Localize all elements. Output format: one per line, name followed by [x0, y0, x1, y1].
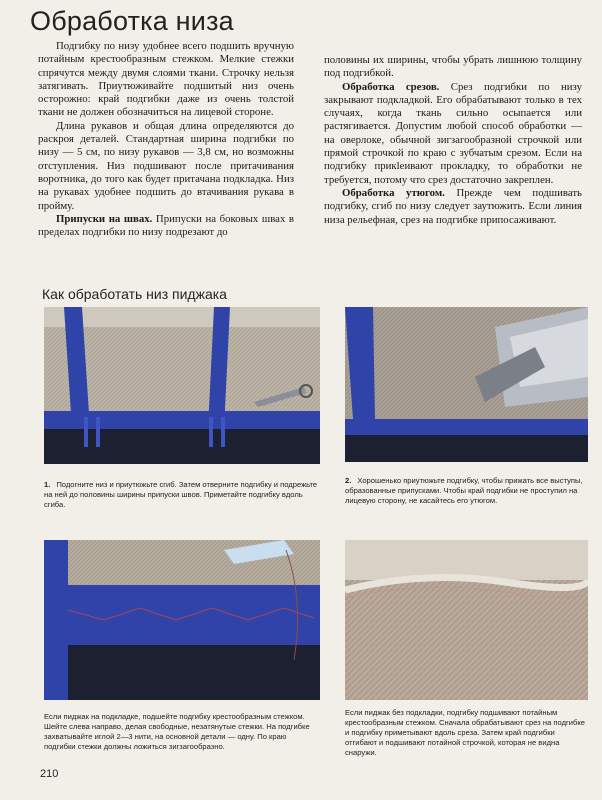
paragraph-text: Припуски на боковых швах в пределах подгибки по низу подрезают до — [38, 212, 295, 239]
figure-caption-text: Подогните низ и приутюжьте сгиб. Затем отверните подгибку и подрежьте на ней до половины ширины припуски швов. Приметайте подгибку вдоль сгиба. — [44, 480, 318, 509]
paragraph-heading: Припуски на швах. — [56, 212, 153, 225]
figure-caption-4 — [345, 708, 588, 758]
paragraph: Подгибку по низу удобнее всего подшить вручную потайным крестообразным стежком. Мелкие стежки спрячутся между двумя слоями ткани. Строчку нельзя затягивать. Приутюживайте подшитый низ очень осторожно: край подгибки даже из очень толстой ткани не должен обозначиться на лицевой стороне. — [38, 40, 294, 119]
paragraph: Длина рукавов и общая длина определяются до раскроя деталей. Стандартная ширина подгибки по низу — 5 см, по низу рукавов — 3,8 см, но возможны отступления. Низ подшивают после притачивания воротника, до того как будет притачана подкладка. Низ на рукавах удобнее подшить до втачивания рукава в пройму. — [38, 119, 294, 212]
photo-step-2 — [345, 307, 588, 462]
photo-step-1 — [44, 307, 320, 464]
paragraph — [324, 187, 582, 227]
page-title: Обработка низа — [30, 6, 234, 36]
paragraph — [324, 81, 582, 187]
figure-caption-2 — [345, 476, 588, 506]
figure-caption-text: Хорошенько приутюжьте подгибку, чтобы прижать все выступы, образованные припусками. Чтобы край подгибки не проступил на лицевую сторону, не касайтесь его утюгом. — [345, 476, 583, 505]
figure-caption-3 — [44, 712, 320, 752]
page-number: 210 — [40, 768, 59, 780]
paragraph: половины их ширины, чтобы убрать лишнюю толщину под подгибкой. — [324, 54, 582, 80]
right-text-column — [324, 54, 582, 227]
paragraph-heading: Обработка срезов. — [342, 80, 440, 93]
figure-caption-text: Если пиджак на подкладке, подшейте подгибку крестообразным стежком. Шейте слева направо, делая свободные, незатянутые стежки. На подгибке захватывайте иглой 2—3 нити, на основной детали — одну. По краю подгибки стежки должны ложиться зигзагообразно. — [44, 712, 310, 751]
photo-step-4 — [345, 540, 588, 700]
paragraph-heading: Обработка утюгом. — [342, 186, 445, 199]
figure-caption-1 — [44, 480, 320, 510]
paragraph — [38, 213, 294, 240]
section-subheading: Как обработать низ пиджака — [42, 286, 227, 302]
left-text-column — [38, 40, 294, 239]
photo-step-3 — [44, 540, 320, 700]
figure-number: 1. — [44, 480, 51, 489]
figure-number: 2. — [345, 476, 352, 485]
paragraph-text: Срез подгибки по низу закрывают подкладкой. Его обрабатывают только в тех случаях, когда ткань сильно осыпается или растягивается. Допустим любой способ обработки — на оверлоке, обычной зигзагообразной строчкой или прямой строчкой по краю с зубчатым срезом. Если на подгибку прикleивают прокладку, то обработки не требуется, потому что срез достаточно закреплен. — [324, 80, 582, 186]
figure-caption-text: Если пиджак без подкладки, подгибку подшивают потайным крестообразным стежком. Сначала обрабатывают срез на подгибке и подгибку приметывают вдоль среза. Затем край подгибки отгибают и подшивают потайной строчкой, которая не видна снаружи. — [345, 708, 585, 757]
paragraph-text: Прежде чем подшивать подгибку, сгиб по низу следует заутюжить. Если линия низа рельефная, срез на подгибке припосаживают. — [324, 186, 582, 226]
